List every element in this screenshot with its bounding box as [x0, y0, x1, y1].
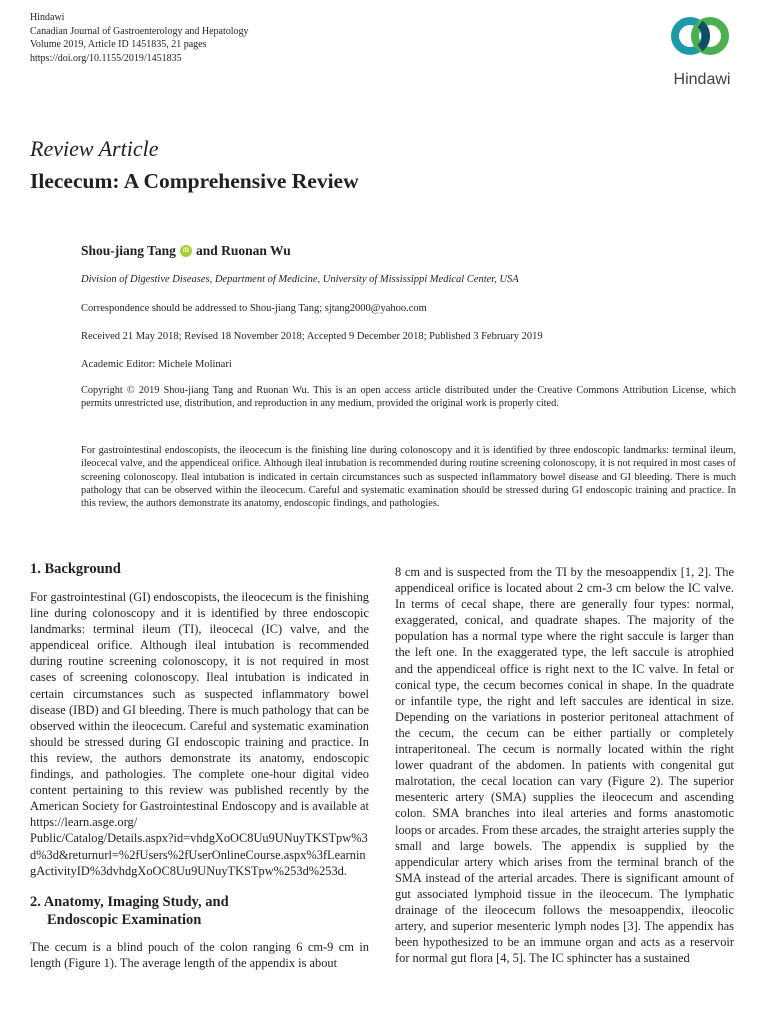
author-name-2[interactable]: and Ruonan Wu [195, 243, 291, 258]
copyright-notice: Copyright © 2019 Shou-jiang Tang and Ruonan Wu. This is an open access article distributed under the Creative Commons Attribution License, which permits unrestricted use, distribution, and reproduction in any medium, provided the original work is properly cited. [81, 385, 736, 410]
journal-meta [30, 11, 249, 65]
section-paragraph-continued: 8 cm and is suspected from the TI by the mesoappendix [1, 2]. The appendiceal orifice is located about 2 cm-3 cm below the IC valve. In terms of cecal shape, there are generally four types: normal, exaggerated, conical, and quadrate shapes. The majority of the population has a normal type where the right saccule is larger than the left one. In the exaggerated type, the left saccule is atrophied and the appendiceal office is right next to the IC valve. In fetal or conical type, the cecum becomes conical in shape. In the quadrate or infantile type, the right and left saccules are identical in size. Depending on the variations in posterior peritoneal attachment of the cecum, the cecum can be either partially or completely intraperitoneal. The cecum is normally located within the right lower quadrant of the abdomen. In patients with congenital gut malrotation, the cecal location can vary (Figure 2). The superior mesenteric artery (SMA) supplies the ileocecum and ascending colon. SMA branches into ileal arteries and forms anastomotic loops or arcades. From these arcades, the straight arteries supply the small and large bowels. The appendix is supplied by the appendicular artery which arises from the terminal branch of the SMA instead of the arterial arcades. There is significant amount of gut associated lymphoid tissue in the ileocecum. The lymphatic drainage of the ileocecum follows the mesoappendix, ileocolic artery, and superior mesenteric lymph nodes [3]. The appendix has been hypothesized to be an immune organ and acts as a reservoir for normal gut flora [4, 5]. The IC sphincter has a sustained [395, 565, 734, 966]
abstract: For gastrointestinal endoscopists, the ileocecum is the finishing line during colonoscopy and it is identified by three endoscopic landmarks: terminal ileum, ileocecal valve, and the appendiceal orifice. Although ileal intubation is recommended during routine screening colonoscopy, it is not required in most cases of screening colonoscopy. Ileal intubation is indicated in certain circumstances such as suspected inflammatory bowel disease and GI bleeding. There is much pathology that can be observed within the ileocecum. Careful and systematic examination should be stressed during GI endoscopic training and practice. In this review, the authors demonstrate its anatomy, endoscopic findings, and pathologies. [81, 445, 736, 510]
orcid-icon[interactable]: iD [180, 245, 192, 257]
article-type: Review Article [30, 136, 159, 161]
section-paragraph: For gastrointestinal (GI) endoscopists, the ileocecum is the finishing line during colonoscopy and it is identified by three endoscopic landmarks: terminal ileum (TI), ileocecal (IC) valve, and the appendiceal orifice. Although ileal intubation is recommended during routine screening colonoscopy, it is not required in most cases of screening colonoscopy. Ileal intubation is indicated in certain circumstances such as suspected inflammatory bowel disease (IBD) and GI bleeding. There is much pathology that can be observed within the ileocecum. Careful and systematic examination should be stressed during GI endoscopic training and practice. In this review, the authors demonstrate its anatomy, endoscopic findings, and pathologies. The complete one-hour digital video content pertaining to this review was published recently by the American Society for Gastrointestinal Endoscopy and is available at https://learn.asge.org/ [30, 590, 369, 830]
section-heading: 1. Background [30, 561, 121, 577]
section-heading-2-line1: 2. Anatomy, Imaging Study, and [30, 893, 229, 910]
journal-name: Canadian Journal of Gastroenterology and Hepatology [30, 25, 249, 37]
publication-dates: Received 21 May 2018; Revised 18 November 2018; Accepted 9 December 2018; Published 3 February 2019 [81, 331, 543, 342]
author-name[interactable]: Shou-jiang Tang [81, 243, 176, 258]
course-url[interactable]: Public/Catalog/Details.aspx?id=vhdgXoOC8Uu9UNuyTKSTpw%3d%3d&returnurl=%2fUsers%2fUserOnlineCourse.aspx%3fLearningActivityID%3dvhdgXoOC8Uu9UNuyTKSTpw%253d%253d. [30, 831, 368, 878]
left-column [30, 560, 369, 971]
section-paragraph-2: The cecum is a blind pouch of the colon ranging 6 cm-9 cm in length (Figure 1). The average length of the appendix is about [30, 939, 369, 970]
logo-wordmark: Hindawi [673, 71, 731, 88]
correspondence: Correspondence should be addressed to Shou-jiang Tang; sjtang2000@yahoo.com [81, 303, 427, 314]
article-title: Ilececum: A Comprehensive Review [30, 169, 359, 193]
publisher-name: Hindawi [30, 12, 65, 23]
academic-editor: Academic Editor: Michele Molinari [81, 359, 232, 370]
author-line [81, 243, 291, 259]
doi-link[interactable]: https://doi.org/10.1155/2019/1451835 [30, 52, 182, 64]
volume-info: Volume 2019, Article ID 1451835, 21 pages [30, 39, 207, 50]
section-heading-2 [30, 893, 369, 929]
affiliation: Division of Digestive Diseases, Department of Medicine, University of Mississippi Medical Center, USA [81, 274, 519, 285]
section-heading-2-line2: Endoscopic Examination [47, 911, 202, 928]
right-column [395, 564, 734, 966]
